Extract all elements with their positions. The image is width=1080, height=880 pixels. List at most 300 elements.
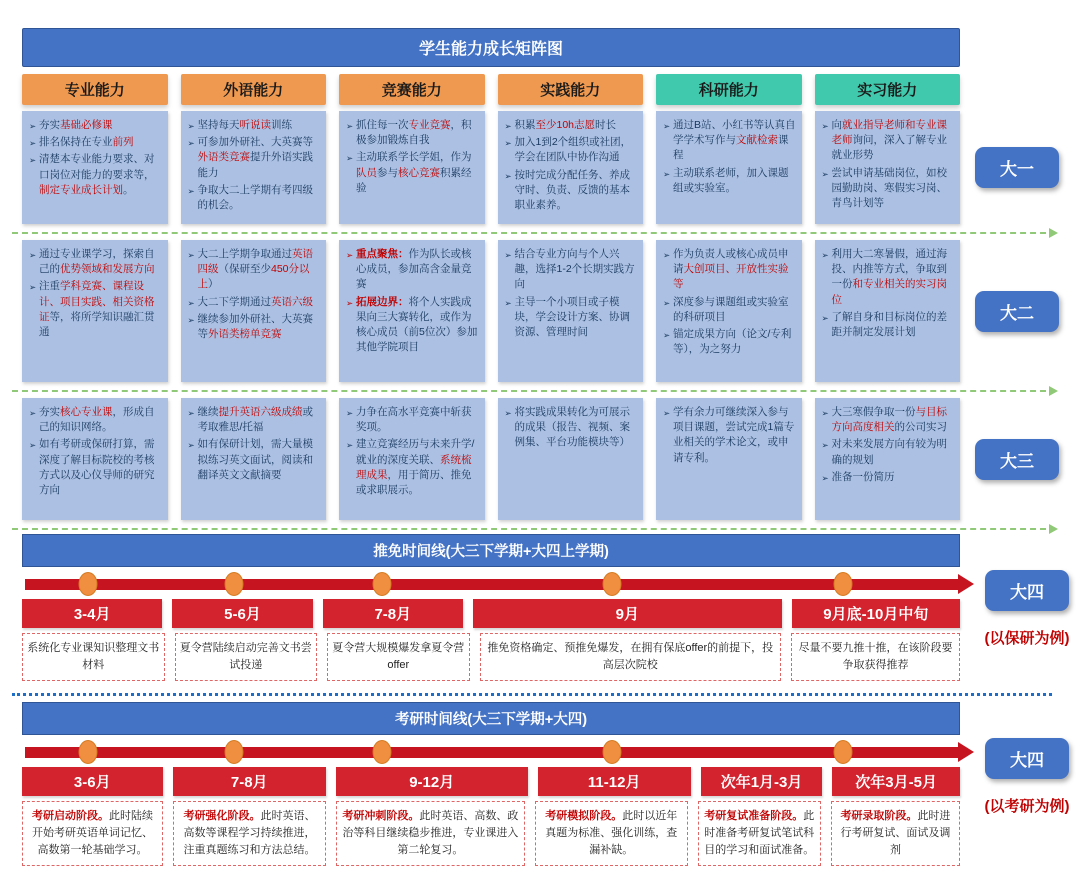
cell-item — [819, 470, 956, 485]
text-segment: 的公司实习 — [894, 421, 947, 434]
blue-dotted-separator — [12, 693, 1052, 696]
cell-item — [502, 135, 639, 165]
cell-item-text — [39, 247, 163, 277]
timeline-arrow — [22, 571, 974, 597]
arrow-bullet-icon: ➢ — [821, 472, 829, 483]
cell-item-text — [673, 166, 797, 196]
cell-item-text — [832, 437, 956, 467]
text-segment: 课程 — [673, 134, 789, 162]
text-segment: 学有余力可继续深入参与项目课题，尝试完成1篇专业相关的学术论文，或申请专利。 — [673, 406, 795, 464]
timeline-dot-icon — [225, 572, 244, 596]
timeline-arrow-bar — [25, 747, 958, 758]
cell-item — [185, 312, 322, 342]
timeline-period: 3-4月 — [22, 599, 162, 628]
cell-item — [185, 247, 322, 293]
timeline-stage-desc: 夏令营陆续启动完善文书尝试投递 — [175, 633, 318, 681]
timeline-period: 3-6月 — [22, 767, 163, 796]
timeline-main — [22, 534, 974, 681]
text-segment: 向 — [831, 119, 842, 131]
arrow-bullet-icon: ➢ — [662, 121, 671, 131]
timeline-period: 11-12月 — [538, 767, 691, 796]
text-segment: 至少10h志愿 — [535, 119, 596, 131]
matrix-rows — [22, 111, 1080, 530]
cell-item-list — [660, 118, 797, 196]
timeline-dot-icon — [603, 572, 622, 596]
text-segment: 制定专业成长计划 — [39, 183, 123, 196]
column-header-实习能力: 实习能力 — [815, 74, 961, 105]
arrow-bullet-icon: ➢ — [821, 121, 829, 131]
matrix-cell — [181, 240, 327, 382]
text-segment: 深度参与课题组或实验室的科研项目 — [673, 295, 789, 323]
cell-item — [660, 247, 797, 293]
matrix-cell — [22, 111, 168, 224]
cell-item-list — [660, 247, 797, 358]
arrow-bullet-icon: ➢ — [504, 297, 512, 308]
text-segment: 大创项目、开放性实验等 — [673, 263, 789, 291]
text-segment: 继续参加外研社、大英赛等 — [197, 312, 313, 341]
arrow-bullet-icon: ➢ — [504, 250, 512, 260]
text-segment: 积累 — [514, 119, 536, 131]
matrix-cell — [656, 240, 802, 382]
cell-item — [185, 295, 322, 310]
text-segment: 积累经验 — [356, 166, 472, 194]
text-segment: 学科竞赛、课程设计、项目实践、相关资格证 — [39, 280, 155, 323]
cell-item-text — [673, 247, 797, 293]
cell-item — [502, 118, 639, 133]
arrow-bullet-icon: ➢ — [187, 250, 195, 260]
timeline-dot-icon — [372, 740, 391, 764]
text-segment: 拓展边界： — [356, 295, 409, 308]
cell-item — [343, 437, 480, 498]
timeline-period: 9月 — [473, 599, 782, 628]
timeline-side-column — [974, 702, 1080, 866]
cell-item-text — [39, 279, 163, 340]
text-segment: 询问，深入了解专业就业形势 — [831, 134, 947, 162]
cell-item — [819, 437, 956, 467]
matrix-cell — [498, 240, 644, 382]
year-badge: 大三 — [975, 439, 1059, 480]
arrow-bullet-icon: ➢ — [28, 408, 37, 418]
green-dashed-arrow — [12, 390, 1056, 392]
arrow-bullet-icon: ➢ — [821, 168, 829, 179]
text-segment: 按时完成分配任务、养成守时、负责、反馈的基本职业素养。 — [514, 168, 630, 212]
column-headers — [22, 74, 960, 105]
green-dashed-arrow — [12, 232, 1056, 234]
cell-item — [343, 118, 480, 148]
cell-item — [343, 150, 480, 196]
matrix-cell — [815, 111, 961, 224]
text-segment: 队员 — [356, 166, 377, 179]
cell-item-list — [185, 118, 322, 213]
cell-item-text — [356, 118, 480, 148]
cell-item-text — [39, 405, 163, 435]
cell-item-list — [26, 118, 163, 198]
cell-item — [660, 405, 797, 466]
cell-item — [819, 405, 956, 435]
timeline-stage-desc: 考研冲刺阶段。此时英语、高数、政治等科目继续稳步推进，专业课进入第二轮复习。 — [336, 801, 525, 866]
timeline-arrow-bar — [25, 579, 958, 590]
arrow-bullet-icon: ➢ — [662, 168, 671, 179]
text-segment: 对未来发展方向有较为明确的规划 — [831, 438, 947, 466]
arrow-bullet-icon: ➢ — [821, 440, 829, 451]
timeline-stage-desc: 考研复试准备阶段。此时准备考研复试笔试科目的学习和面试准备。 — [698, 801, 821, 866]
cell-item-list — [185, 247, 322, 342]
cell-item-text — [673, 405, 797, 466]
stage-name: 考研强化阶段。 — [183, 810, 261, 823]
text-segment: 作为队长或核心成员，参加高含金量竞赛 — [356, 248, 472, 291]
timeline-stage-descriptions — [22, 801, 960, 866]
arrow-bullet-icon: ➢ — [187, 440, 195, 451]
cell-item — [343, 247, 480, 293]
text-segment: 如有考研或保研打算，需深度了解目标院校的考核方式以及心仪导师的研究方向 — [39, 438, 155, 497]
arrow-bullet-icon: ➢ — [345, 408, 354, 418]
timeline-example-label: (以保研为例) — [984, 630, 1070, 647]
cell-item-text — [673, 327, 797, 357]
arrow-bullet-icon: ➢ — [504, 138, 512, 149]
year-badge-column — [960, 111, 1074, 224]
stage-name: 考研复试准备阶段。 — [704, 810, 804, 823]
year-row — [22, 240, 1080, 382]
text-segment: 外语类榜单竞赛 — [208, 328, 282, 341]
timeline-dot-icon — [833, 740, 852, 764]
arrow-bullet-icon: ➢ — [187, 408, 195, 418]
cell-item — [819, 118, 956, 164]
matrix-cell — [498, 398, 644, 520]
text-segment: 时长 — [595, 119, 617, 131]
timeline-periods — [22, 599, 960, 628]
cell-item-text — [673, 295, 797, 325]
cell-item-list — [819, 247, 956, 340]
year-row-cells — [22, 398, 960, 520]
text-segment: 系统梳理成果 — [356, 453, 472, 481]
cell-item — [502, 295, 639, 341]
text-segment: ） — [208, 278, 219, 291]
arrow-bullet-icon: ➢ — [662, 408, 671, 418]
matrix-cell — [22, 240, 168, 382]
matrix-cell — [339, 398, 485, 520]
text-segment: 文献检索 — [736, 134, 778, 147]
arrow-bullet-icon: ➢ — [504, 121, 512, 131]
cell-item-text — [356, 405, 480, 435]
cell-item-text — [39, 152, 163, 198]
cell-item — [26, 247, 163, 277]
year-badge-column — [960, 398, 1074, 520]
timeline-year-badge: 大四 — [985, 738, 1069, 779]
text-segment: ，积极参加锻炼自我 — [356, 119, 472, 147]
arrow-bullet-icon: ➢ — [345, 297, 354, 308]
text-segment: 就业指导老师和专业课老师 — [831, 119, 947, 147]
year-row-cells — [22, 240, 960, 382]
year-badge-column — [960, 240, 1074, 382]
cell-item-list — [185, 405, 322, 483]
text-segment: 重点聚焦： — [356, 248, 409, 260]
arrow-bullet-icon: ➢ — [821, 312, 829, 323]
text-segment: 前列 — [112, 136, 134, 149]
cell-item — [26, 437, 163, 498]
text-segment: 如有保研计划，需大量模拟练习英文面试，阅读和翻译英文文献摘要 — [197, 438, 313, 481]
cell-item-text — [39, 437, 163, 498]
stage-name: 考研模拟阶段。 — [545, 810, 623, 823]
text-segment: 核心竞赛 — [398, 166, 440, 179]
timeline-period: 9月底-10月中旬 — [792, 599, 960, 628]
text-segment: 核心专业课 — [60, 406, 113, 418]
cell-item — [26, 279, 163, 340]
matrix-cell — [181, 398, 327, 520]
arrow-bullet-icon: ➢ — [504, 170, 512, 181]
text-segment: 加入1到2个组织或社团，学会在团队中协作沟通 — [514, 136, 632, 164]
text-segment: 大三寒假争取一份 — [831, 406, 916, 418]
arrow-bullet-icon: ➢ — [345, 121, 354, 131]
text-segment: 与目标方向高度相关 — [831, 406, 947, 434]
column-header-实践能力: 实践能力 — [498, 74, 644, 105]
text-segment: 可参加外研社、大英赛等 — [197, 136, 313, 149]
text-segment: 将个人实践成果向三大赛转化，或作为核心成员（前5位次）参加其他学院项目 — [356, 295, 478, 354]
text-segment: 大二上学期争取通过 — [197, 248, 292, 260]
timeline-period: 9-12月 — [336, 767, 528, 796]
text-segment: （保研至少 — [218, 263, 271, 276]
text-segment: 优势领域和发展方向 — [60, 263, 155, 276]
text-segment: 结合专业方向与个人兴趣，选择1-2个长期实践方向 — [514, 248, 635, 291]
text-segment: 尝试申请基础岗位，如校园勤助岗、寒假实习岗、青鸟计划等 — [831, 166, 947, 210]
column-header-竞赛能力: 竞赛能力 — [339, 74, 485, 105]
arrow-bullet-icon: ➢ — [28, 440, 37, 451]
text-segment: 和专业相关的实习岗位 — [831, 278, 947, 306]
arrow-bullet-icon: ➢ — [28, 282, 37, 293]
text-segment: 将实践成果转化为可展示的成果（报告、视频、案例集、平台功能模块等） — [514, 406, 630, 449]
timeline-stage-desc: 考研强化阶段。此时英语、高数等课程学习持续推进，注重真题练习和方法总结。 — [173, 801, 326, 866]
cell-item — [343, 405, 480, 435]
stage-name: 考研启动阶段。 — [32, 810, 110, 823]
arrow-bullet-icon: ➢ — [662, 330, 671, 341]
column-header-科研能力: 科研能力 — [656, 74, 802, 105]
cell-item-text — [832, 247, 956, 308]
matrix-cell — [339, 240, 485, 382]
cell-item-text — [198, 247, 322, 293]
timeline-year-badge: 大四 — [985, 570, 1069, 611]
text-segment: 利用大二寒暑假，通过海投、内推等方式，争取到一份 — [831, 248, 947, 291]
text-segment: ，形成自己的知识网络。 — [39, 406, 155, 434]
cell-item — [185, 183, 322, 213]
cell-item-text — [198, 405, 322, 435]
text-segment: 听说读 — [239, 119, 271, 131]
text-segment: 坚持每天 — [197, 119, 240, 131]
timeline-dot-icon — [225, 740, 244, 764]
stage-name: 考研录取阶段。 — [840, 810, 918, 823]
text-segment: 力争在高水平竞赛中斩获奖项。 — [356, 406, 472, 434]
timeline-stage-desc: 系统化专业课知识整理文书材料 — [22, 633, 165, 681]
timeline-dot-icon — [833, 572, 852, 596]
timelines — [22, 534, 1080, 866]
timeline-section — [22, 534, 1080, 681]
text-segment: 提升外语实践能力 — [197, 151, 313, 179]
cell-item-text — [198, 118, 293, 133]
cell-item — [502, 168, 639, 214]
text-segment: 注重 — [39, 280, 60, 293]
matrix-cell — [181, 111, 327, 224]
timeline-dot-icon — [372, 572, 391, 596]
timeline-period: 7-8月 — [323, 599, 463, 628]
timeline-section — [22, 702, 1080, 866]
arrow-bullet-icon: ➢ — [28, 121, 37, 131]
cell-item — [502, 247, 639, 293]
text-segment: 清楚本专业能力要求、对口岗位对能力的要求等， — [39, 153, 155, 181]
text-segment: 450分以上 — [197, 263, 310, 291]
timeline-dot-icon — [603, 740, 622, 764]
page-title: 学生能力成长矩阵图 — [22, 28, 960, 67]
text-segment: 等，将所学知识融汇贯通 — [39, 310, 155, 339]
text-segment: 抓住每一次 — [356, 119, 409, 131]
column-header-专业能力: 专业能力 — [22, 74, 168, 105]
text-segment: ，用于简历、推免或求职展示。 — [356, 468, 472, 497]
arrow-bullet-icon: ➢ — [28, 155, 37, 166]
timeline-period: 次年3月-5月 — [832, 767, 960, 796]
text-segment: 通过B站、小红书等认真自学学术写作与 — [673, 119, 796, 147]
cell-item — [185, 118, 322, 133]
arrow-bullet-icon: ➢ — [662, 250, 671, 260]
timeline-dot-icon — [78, 740, 97, 764]
year-row-cells — [22, 111, 960, 224]
timeline-stage-desc: 夏令营大规模爆发拿夏令营offer — [327, 633, 470, 681]
cell-item-text — [39, 135, 134, 150]
timeline-stage-descriptions — [22, 633, 960, 681]
text-segment: 争取大二上学期有考四级的机会。 — [197, 183, 313, 212]
cell-item-text — [356, 150, 480, 196]
text-segment: 夯实 — [39, 406, 60, 418]
cell-item — [26, 135, 163, 150]
cell-item-text — [832, 405, 956, 435]
arrow-bullet-icon: ➢ — [187, 314, 195, 325]
timeline-period: 次年1月-3月 — [701, 767, 822, 796]
arrow-bullet-icon: ➢ — [345, 153, 354, 164]
year-row — [22, 398, 1080, 520]
cell-item-list — [343, 247, 480, 356]
text-segment: 夯实 — [39, 119, 60, 131]
text-segment: 英语六级 — [271, 295, 313, 308]
cell-item-list — [502, 405, 639, 451]
matrix-cell — [22, 398, 168, 520]
cell-item — [660, 327, 797, 357]
text-segment: 主动联系学长学姐，作为 — [356, 151, 472, 164]
cell-item — [660, 166, 797, 196]
cell-item-text — [515, 405, 639, 451]
cell-item — [343, 295, 480, 356]
timeline-arrow — [22, 739, 974, 765]
text-segment: 主动联系老师，加入课题组或实验室。 — [673, 166, 789, 194]
cell-item — [26, 152, 163, 198]
arrow-bullet-icon: ➢ — [187, 297, 195, 308]
arrow-bullet-icon: ➢ — [187, 185, 195, 196]
arrow-bullet-icon: ➢ — [187, 138, 195, 149]
matrix-cell — [498, 111, 644, 224]
cell-item — [819, 310, 956, 340]
arrow-bullet-icon: ➢ — [28, 250, 37, 260]
text-segment: 专业竞赛 — [408, 119, 451, 131]
text-segment: 了解自身和目标岗位的差距并制定发展计划 — [831, 310, 947, 339]
text-segment: 训练 — [271, 119, 292, 131]
cell-item-list — [502, 247, 639, 340]
text-segment: 作为负责人或核心成员申请 — [673, 248, 789, 276]
timeline-stage-desc: 考研录取阶段。此时进行考研复试、面试及调剂 — [831, 801, 960, 866]
cell-item-text — [515, 295, 639, 341]
cell-item-text — [832, 470, 895, 485]
timeline-stage-desc: 推免资格确定、预推免爆发，在拥有保底offer的前提下，投高层次院校 — [480, 633, 782, 681]
matrix-cell — [656, 111, 802, 224]
timeline-period: 7-8月 — [173, 767, 326, 796]
arrow-bullet-icon: ➢ — [504, 408, 512, 418]
text-segment: 。 — [123, 183, 134, 196]
cell-item — [185, 135, 322, 181]
text-segment: 准备一份简历 — [831, 470, 895, 483]
text-segment: 建立竞赛经历与未来升学/就业的深度关联、 — [356, 438, 475, 466]
cell-item — [660, 118, 797, 164]
year-row — [22, 111, 1080, 224]
timeline-arrowhead-icon — [958, 574, 974, 594]
year-badge: 大二 — [975, 291, 1059, 332]
cell-item-text — [198, 183, 322, 213]
cell-item-text — [39, 118, 113, 133]
cell-item-list — [660, 405, 797, 466]
text-segment: 参与 — [377, 166, 398, 179]
timeline-example-label: (以考研为例) — [984, 798, 1070, 816]
year-badge: 大一 — [975, 147, 1059, 188]
cell-item-text — [832, 118, 956, 164]
timeline-dot-icon — [78, 572, 97, 596]
matrix-cell — [815, 240, 961, 382]
stage-name: 考研冲刺阶段。 — [342, 810, 420, 823]
cell-item — [660, 295, 797, 325]
cell-item-text — [515, 247, 639, 293]
arrow-bullet-icon: ➢ — [662, 297, 671, 308]
text-segment: 英语四级 — [197, 248, 313, 276]
cell-item-text — [356, 437, 480, 498]
text-segment: 或考取雅思/托福 — [197, 406, 313, 434]
cell-item-list — [819, 405, 956, 485]
text-segment: 锚定成果方向（论文/专利等），为之努力 — [673, 328, 792, 356]
arrow-bullet-icon: ➢ — [821, 408, 829, 418]
cell-item-list — [343, 405, 480, 498]
cell-item — [819, 166, 956, 212]
cell-item-text — [515, 168, 639, 214]
text-segment: 提升英语六级成绩 — [218, 406, 303, 418]
timeline-stage-desc: 考研模拟阶段。此时以近年真题为标准、强化训练，查漏补缺。 — [535, 801, 688, 866]
cell-item — [26, 405, 163, 435]
cell-item — [185, 437, 322, 483]
cell-item — [502, 405, 639, 451]
timeline-arrowhead-icon — [958, 742, 974, 762]
cell-item-text — [673, 118, 797, 164]
timeline-main — [22, 702, 974, 866]
timeline-title: 推免时间线(大三下学期+大四上学期) — [22, 534, 960, 567]
text-segment: 外语类竞赛 — [197, 151, 250, 164]
timeline-stage-desc: 尽量不要九推十推，在该阶段要争取获得推荐 — [791, 633, 960, 681]
cell-item-text — [356, 247, 480, 293]
cell-item-list — [343, 118, 480, 196]
timeline-title: 考研时间线(大三下学期+大四) — [22, 702, 960, 735]
matrix-cell — [815, 398, 961, 520]
cell-item-text — [356, 295, 480, 356]
arrow-bullet-icon: ➢ — [28, 138, 37, 149]
arrow-bullet-icon: ➢ — [187, 121, 195, 131]
arrow-bullet-icon: ➢ — [821, 250, 829, 260]
cell-item-text — [832, 166, 956, 212]
arrow-bullet-icon: ➢ — [345, 250, 354, 260]
timeline-periods — [22, 767, 960, 796]
cell-item-text — [198, 295, 314, 310]
cell-item-list — [819, 118, 956, 211]
cell-item-text — [198, 135, 322, 181]
cell-item-text — [832, 310, 956, 340]
text-segment: 继续 — [197, 406, 219, 418]
